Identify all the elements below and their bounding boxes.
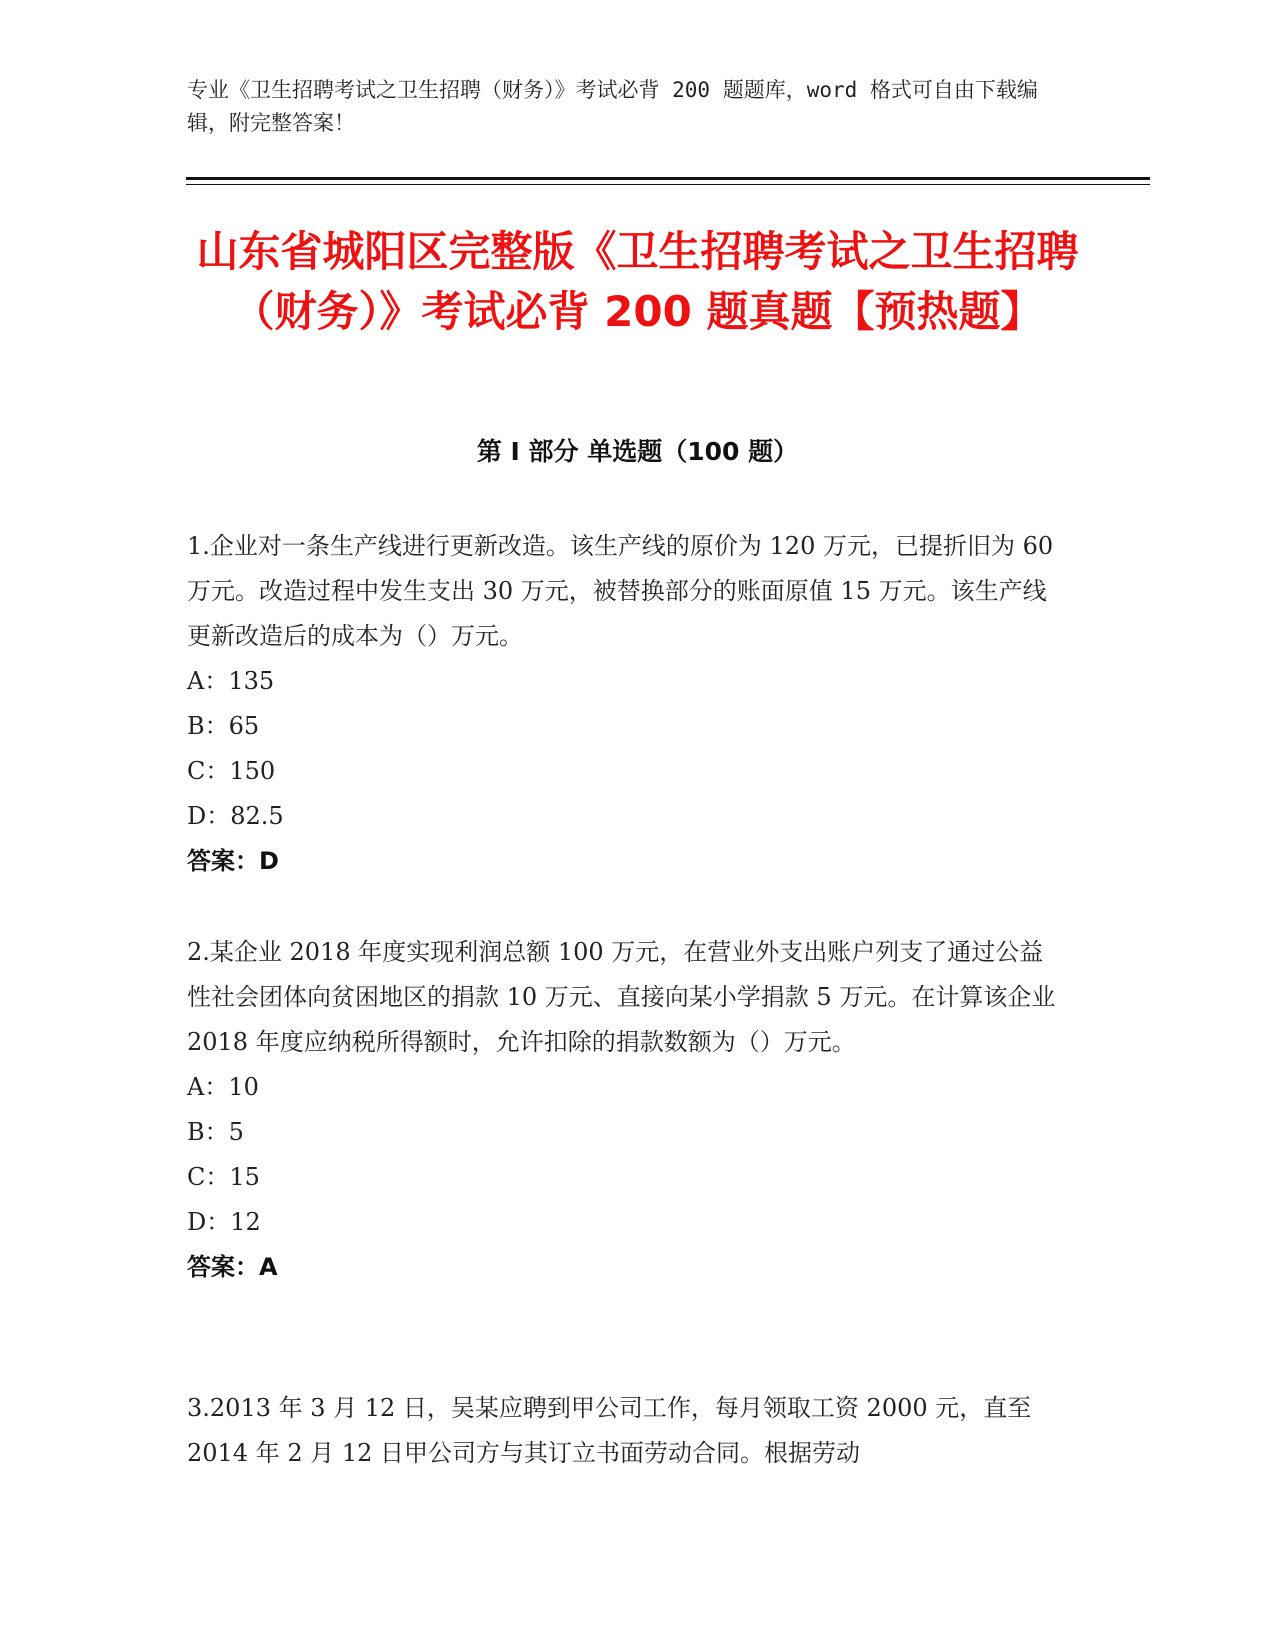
option-a: A：10 xyxy=(187,1073,259,1101)
question-2 xyxy=(187,930,1067,1290)
header-divider-thick xyxy=(186,177,1150,180)
question-1 xyxy=(187,524,1067,884)
option-c: C：15 xyxy=(187,1163,260,1191)
question-3 xyxy=(187,1386,1067,1476)
document-title: 山东省城阳区完整版《卫生招聘考试之卫生招聘（财务）》考试必背 200 题真题【预热题】 xyxy=(196,227,1079,336)
header-note: 专业《卫生招聘考试之卫生招聘（财务）》考试必背 200 题题库，word 格式可自由下载编辑，附完整答案！ xyxy=(187,78,1038,135)
option-d: D：12 xyxy=(187,1208,261,1236)
option-c: C：150 xyxy=(187,757,276,785)
option-b: B：5 xyxy=(187,1118,244,1146)
section-heading: 第 I 部分 单选题（100 题） xyxy=(476,437,799,466)
header-divider-thin xyxy=(186,184,1150,185)
question-text: 3.2013 年 3 月 12 日，吴某应聘到甲公司工作，每月领取工资 2000 元，直至 2014 年 2 月 12 日甲公司方与其订立书面劳动合同。根据劳动 xyxy=(187,1394,1032,1467)
answer: 答案：A xyxy=(187,1253,278,1281)
question-text: 2.某企业 2018 年度实现利润总额 100 万元，在营业外支出账户列支了通过公益性社会团体向贫困地区的捐款 10 万元、直接向某小学捐款 5 万元。在计算该企业 2018 年度应纳税所得额时，允许扣除的捐款数额为（）万元。 xyxy=(187,938,1056,1056)
option-d: D：82.5 xyxy=(187,802,284,830)
option-a: A：135 xyxy=(187,667,275,695)
question-text: 1.企业对一条生产线进行更新改造。该生产线的原价为 120 万元，已提折旧为 60 万元。改造过程中发生支出 30 万元，被替换部分的账面原值 15 万元。该生产线更新改造后的成本为（）万元。 xyxy=(187,532,1054,650)
answer: 答案：D xyxy=(187,847,279,875)
option-b: B：65 xyxy=(187,712,260,740)
